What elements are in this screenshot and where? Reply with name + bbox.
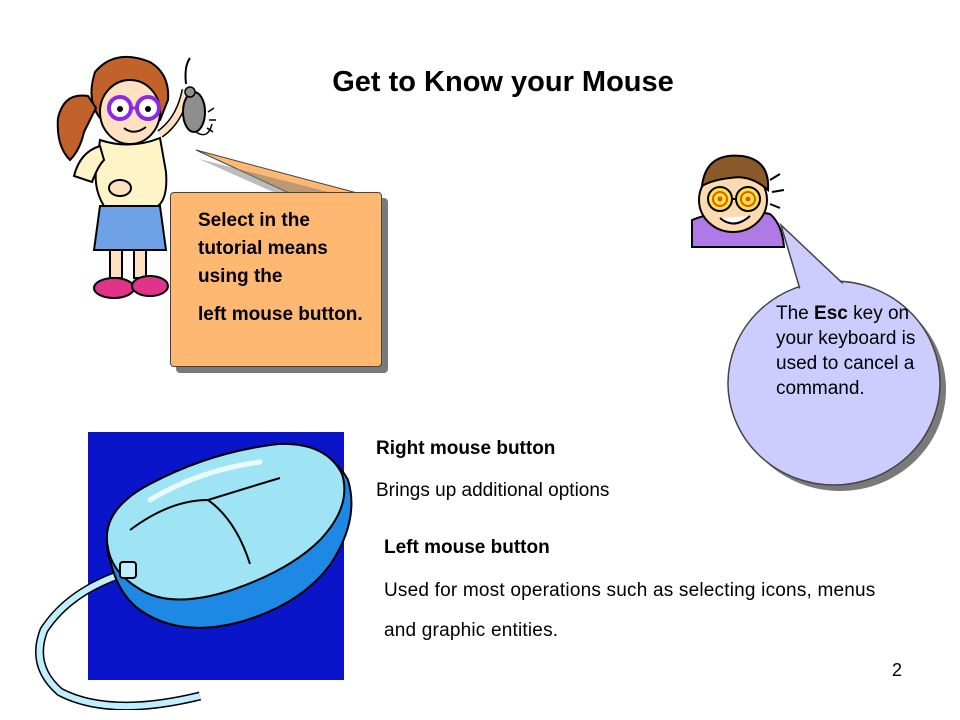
esc-text-before: The [776,303,815,324]
slide-title: Get to Know your Mouse [332,66,674,98]
select-callout-line1: Select in the tutorial means using the [198,210,328,287]
right-button-description: Brings up additional options [376,480,610,501]
page-number: 2 [891,660,902,680]
select-callout-line2: left mouse button. [198,304,363,325]
left-button-heading: Left mouse button [384,537,550,558]
right-button-info [376,436,609,504]
esc-text-after: key on your keyboard is used to cancel a command. [776,303,916,399]
computer-mouse-icon [20,420,370,710]
select-callout [170,192,382,367]
esc-callout-text [776,301,916,401]
right-button-heading: Right mouse button [376,438,556,459]
esc-key-label: Esc [814,303,848,324]
left-button-info [384,535,904,651]
left-button-description: Used for most operations such as selecting icons, menus and graphic entities. [384,580,876,641]
